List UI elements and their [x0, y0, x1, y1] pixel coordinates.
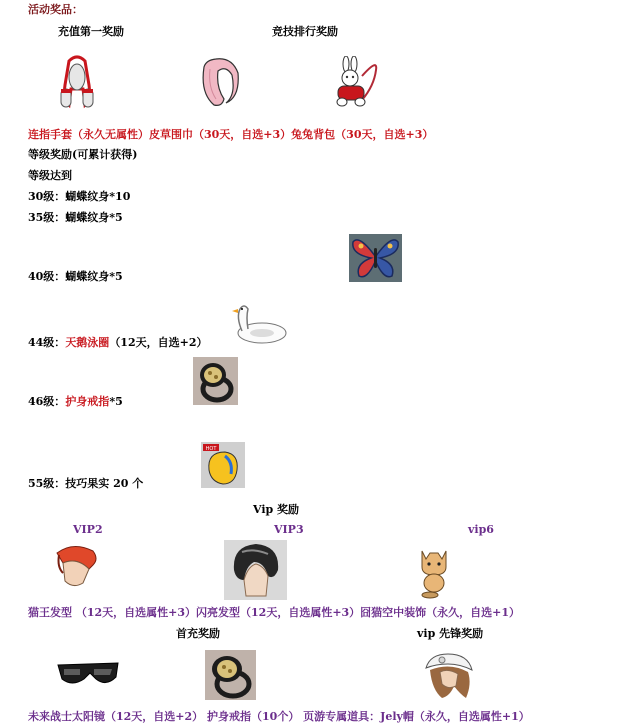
level-reach-label: 等级达到 — [28, 169, 72, 182]
vip2-label: VIP2 — [73, 523, 103, 536]
mittens-icon — [55, 55, 100, 111]
swan-float-icon — [230, 303, 288, 345]
level-44-reward — [28, 336, 208, 350]
level-44-prefix: 44级： — [28, 336, 66, 349]
level-35-reward: 35级：蝴蝶纹身*5 — [28, 211, 123, 224]
activity-title: 活动奖品： — [28, 3, 83, 16]
level-40-reward: 40级：蝴蝶纹身*5 — [28, 270, 123, 283]
shiny-hairstyle-icon — [224, 540, 287, 600]
recharge-first-header: 充值第一奖励 — [58, 25, 124, 38]
butterfly-tattoo-icon — [349, 234, 402, 282]
elvis-hairstyle-icon — [53, 543, 101, 589]
vip3-label: VIP3 — [274, 523, 304, 536]
level-reward-header: 等级奖励(可累计获得) — [28, 148, 138, 161]
level-46-reward — [28, 395, 123, 409]
fur-scarf-icon — [196, 57, 242, 107]
vip-reward-line: 猫王发型 （12天，自选属性+3）闪亮发型（12天，自选属性+3）囧猫空中装饰（永久，自选+1） — [28, 606, 521, 619]
guardian-ring-icon — [193, 357, 238, 405]
guardian-ring-icon-2 — [205, 650, 256, 700]
hot-badge: HOT — [205, 446, 217, 452]
vip6-label: vip6 — [468, 523, 494, 536]
level-46-suffix: *5 — [109, 395, 123, 408]
cat-air-ornament-icon — [416, 545, 452, 600]
ranking-reward-header: 竞技排行奖励 — [272, 25, 338, 38]
future-warrior-sunglasses-icon — [56, 657, 120, 691]
level-55-reward: 55级：技巧果实 20 个 — [28, 477, 144, 490]
first-charge-header: 首充奖励 — [176, 627, 220, 640]
top-reward-line: 连指手套（永久无属性）皮草围巾（30天，自选+3）兔兔背包（30天，自选+3） — [28, 128, 434, 141]
jely-hat-icon — [420, 650, 478, 702]
level-44-item: 天鹅泳圈 — [65, 336, 110, 349]
vip-pioneer-header: vip 先锋奖励 — [417, 627, 484, 640]
level-30-reward: 30级：蝴蝶纹身*10 — [28, 190, 131, 203]
skill-fruit-icon — [201, 442, 245, 488]
level-46-item: 护身戒指 — [65, 395, 110, 408]
bottom-reward-line: 未来战士太阳镜（12天，自选+2） 护身戒指（10个） 页游专属道具：Jely帽（永久，自选属性+1） — [28, 710, 530, 723]
bunny-backpack-icon — [332, 56, 382, 110]
level-46-prefix: 46级： — [28, 395, 66, 408]
vip-reward-header: Vip 奖励 — [253, 503, 300, 516]
level-44-suffix: （12天，自选+2） — [109, 336, 208, 349]
